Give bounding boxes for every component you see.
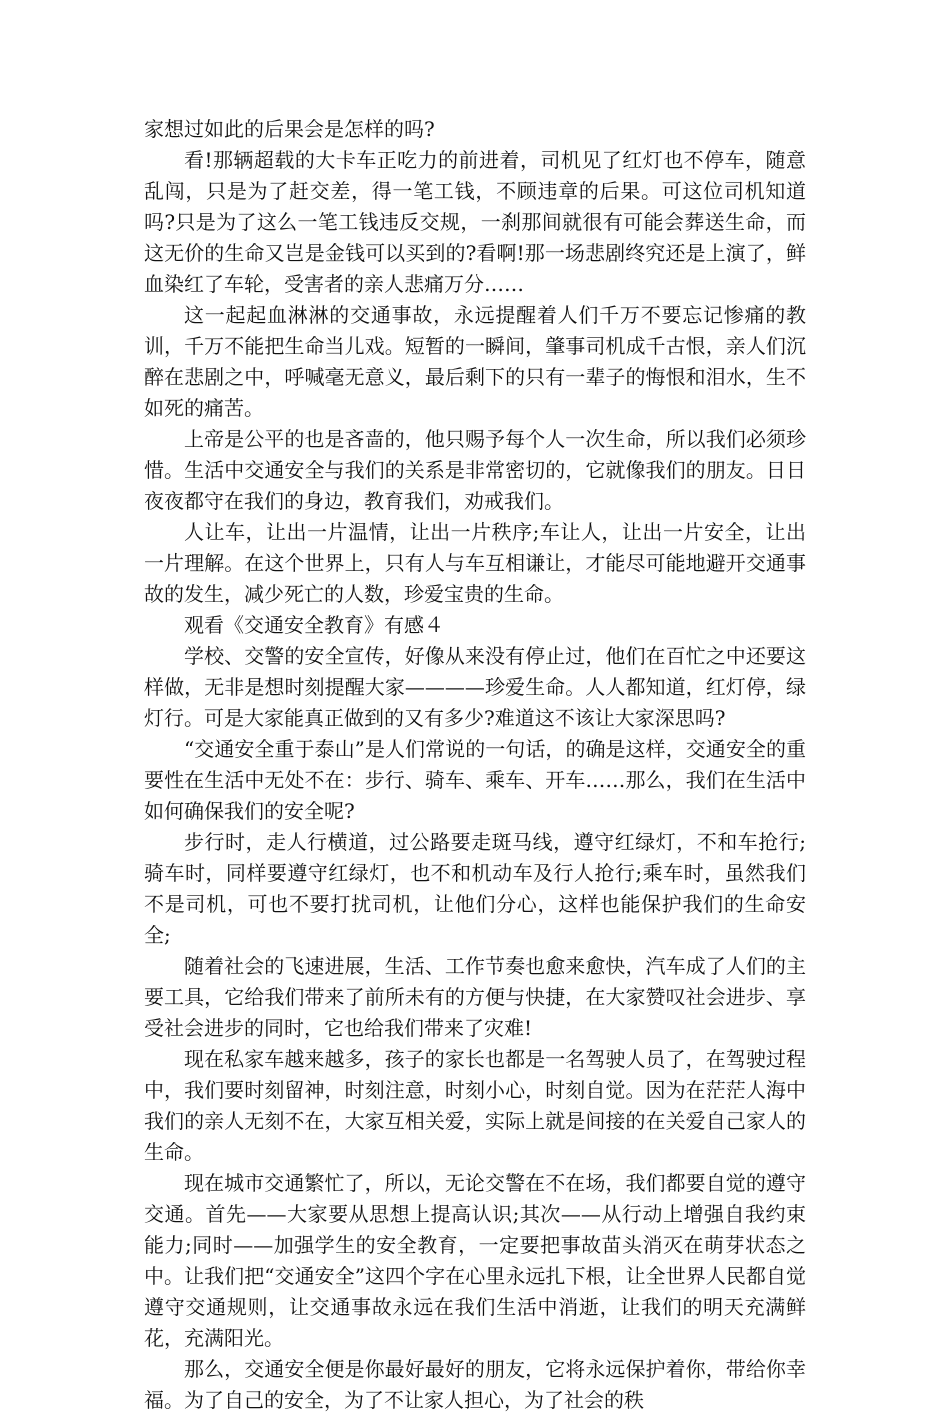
paragraph: 这一起起血淋淋的交通事故，永远提醒着人们千万不要忘记惨痛的教训，千万不能把生命当儿戏。短暂的一瞬间，肇事司机成千古恨，亲人们沉醉在悲剧之中，呼喊毫无意义，最后剩下的只有一辈子的悔恨和泪水，生不如死的痛苦。 xyxy=(144,303,806,420)
paragraph: 人让车，让出一片温情，让出一片秩序;车让人，让出一片安全，让出一片理解。在这个世界上，只有人与车互相谦让，才能尽可能地避开交通事故的发生，减少死亡的人数，珍爱宝贵的生命。 xyxy=(144,520,806,606)
paragraph: 学校、交警的安全宣传，好像从来没有停止过，他们在百忙之中还要这样做，无非是想时刻提醒大家————珍爱生命。人人都知道，红灯停，绿灯行。可是大家能真正做到的又有多少?难道这不该让大家深思吗? xyxy=(144,644,806,730)
paragraph: 现在城市交通繁忙了，所以，无论交警在不在场，我们都要自觉的遵守交通。首先——大家要从思想上提高认识;其次——从行动上增强自我约束能力;同时——加强学生的安全教育，一定要把事故苗头消灭在萌芽状态之中。让我们把“交通安全”这四个字在心里永远扎下根，让全世界人民都自觉遵守交通规则，让交通事故永远在我们生活中消逝，让我们的明天充满鲜花，充满阳光。 xyxy=(144,1171,806,1350)
paragraph: 上帝是公平的也是吝啬的，他只赐予每个人一次生命，所以我们必须珍惜。生活中交通安全与我们的关系是非常密切的，它就像我们的朋友。日日夜夜都守在我们的身边，教育我们，劝戒我们。 xyxy=(144,427,806,513)
paragraph: 那么，交通安全便是你最好最好的朋友，它将永远保护着你，带给你幸福。为了自己的安全，为了不让家人担心，为了社会的秩 xyxy=(144,1357,806,1412)
paragraph: 家想过如此的后果会是怎样的吗? xyxy=(144,117,435,141)
section-heading: 观看《交通安全教育》有感４ xyxy=(184,613,444,637)
paragraph: 随着社会的飞速进展，生活、工作节奏也愈来愈快，汽车成了人们的主要工具，它给我们带来了前所未有的方便与快捷，在大家赞叹社会进步、享受社会进步的同时，它也给我们带来了灾难! xyxy=(144,954,806,1040)
paragraph: “交通安全重于泰山”是人们常说的一句话，的确是这样，交通安全的重要性在生活中无处不在：步行、骑车、乘车、开车……那么，我们在生活中如何确保我们的安全呢? xyxy=(144,737,806,823)
paragraph: 步行时，走人行横道，过公路要走斑马线，遵守红绿灯，不和车抢行;骑车时，同样要遵守红绿灯，也不和机动车及行人抢行;乘车时，虽然我们不是司机，可也不要打扰司机，让他们分心，这样也能保护我们的生命安全; xyxy=(144,830,806,947)
document-page xyxy=(144,114,806,1416)
paragraph: 看!那辆超载的大卡车正吃力的前进着，司机见了红灯也不停车，随意乱闯，只是为了赶交差，得一笔工钱，不顾违章的后果。可这位司机知道吗?只是为了这么一笔工钱违反交规，一刹那间就很有可能会葬送生命，而这无价的生命又岂是金钱可以买到的?看啊!那一场悲剧终究还是上演了，鲜血染红了车轮，受害者的亲人悲痛万分…… xyxy=(144,148,806,296)
paragraph: 现在私家车越来越多，孩子的家长也都是一名驾驶人员了，在驾驶过程中，我们要时刻留神，时刻注意，时刻小心，时刻自觉。因为在茫茫人海中我们的亲人无刻不在，大家互相关爱，实际上就是间接的在关爱自己家人的生命。 xyxy=(144,1047,806,1164)
